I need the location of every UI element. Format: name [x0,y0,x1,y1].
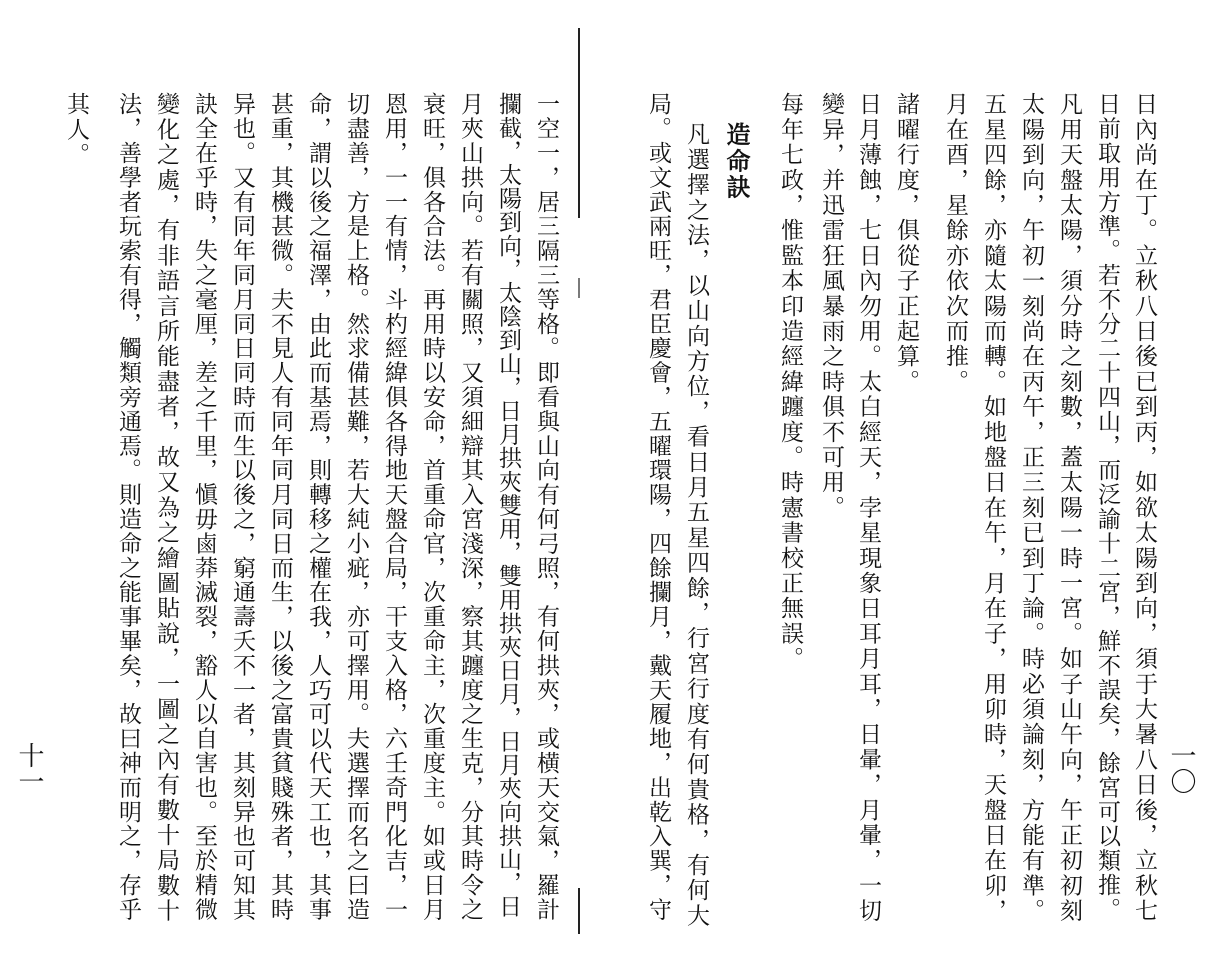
text-column: 月在酉，星餘亦依次而推。 [942,92,968,395]
text-column: 凡選擇之法，以山向方位，看日月五星四餘，行宮行度有何貴格，有何大 [683,122,709,929]
text-column: 凡用天盤太陽，須分時之刻數，蓋太陽一時一宮。如子山午向，午正初初刻 [1056,92,1082,924]
text-column: 切盡善，方是上格。然求備甚難，若大純小疵，亦可擇用。夫選擇而名之曰造 [343,92,369,922]
left-page [0,0,578,968]
text-column: 變异，并迅雷狂風暴雨之時俱不可用。 [818,92,844,521]
text-column: 諸曜行度，俱從子正起算。 [893,92,919,395]
text-column: 五星四餘，亦隨太陽而轉。如地盤日在午，月在子，用卯時，天盤日在卯， [980,92,1006,924]
gutter-line [578,28,582,934]
text-column: 日內尚在丁。立秋八日後已到丙，如欲太陽到向，須于大暑八日後，立秋七 [1131,92,1157,924]
text-column: 甚重，其機甚微。夫不見人有同年同月同日而生，以後之富貴貧賤殊者，其時 [267,92,293,922]
text-column: 异也。又有同年同月同日同時而生以後之，窮通壽夭不一者，其刻异也可知其 [229,92,255,922]
left-page-number: 十一 [14,742,44,794]
text-column: 恩用，一一有情，斗杓經緯俱各得地天盤合局，干支入格，六壬奇門化吉，一 [381,92,407,922]
text-column: 其人。 [63,92,89,168]
text-column: 局。或文武兩旺，君臣慶會，五曜環陽，四餘攔月，戴天履地，出乾入巽，守 [645,92,671,922]
text-column: 月夾山拱向。若有關照，又須細辯其入宮淺深，察其躔度之生克，分其時令之 [457,92,483,922]
text-column: 一空一，居三隔三等格。即看與山向有何弓照，有何拱夾，或横天交氣，羅計 [533,92,559,922]
text-column: 攔截，太陽到向，太陰到山，日月拱夾雙用，雙用拱夾日月，日月夾向拱山，日 [495,92,521,918]
text-column: 日前取用方準。若不分二十四山，而泛諭十二宮，鮮不誤矣，餘宮可以類推。 [1094,92,1120,922]
text-column: 變化之處，有非語言所能盡者，故又為之繪圖貼說，一圖之內有數十局數十 [153,92,179,924]
right-page [584,0,1220,968]
right-page-number: 一〇 [1166,742,1196,794]
text-column: 訣全在乎時，失之毫厘，差之千里，愼毋鹵莽滅裂，豁人以自害也。至於精微 [191,92,217,922]
text-column: 衰旺，俱各合法。再用時以安命，首重命官，次重命主，次重度主。如或日月 [419,92,445,922]
section-heading: 造命訣 [722,122,751,201]
text-column: 日月薄蝕，七日內勿用。太白經天，孛星現象日耳月耳，日暈，月暈，一切 [855,92,881,924]
text-column: 太陽到向，午初一刻尚在丙午，正三刻已到丁論。時必須論刻，方能有準。 [1018,92,1044,924]
text-column: 命，謂以後之福澤，由此而基焉，則轉移之權在我，人巧可以代天工也，其事 [305,92,331,922]
text-column: 法，善學者玩索有得，觸類旁通焉。則造命之能事畢矣，故曰神而明之，存乎 [115,92,141,922]
text-column: 每年七政，惟監本印造經緯躔度。時憲書校正無誤。 [777,92,803,672]
